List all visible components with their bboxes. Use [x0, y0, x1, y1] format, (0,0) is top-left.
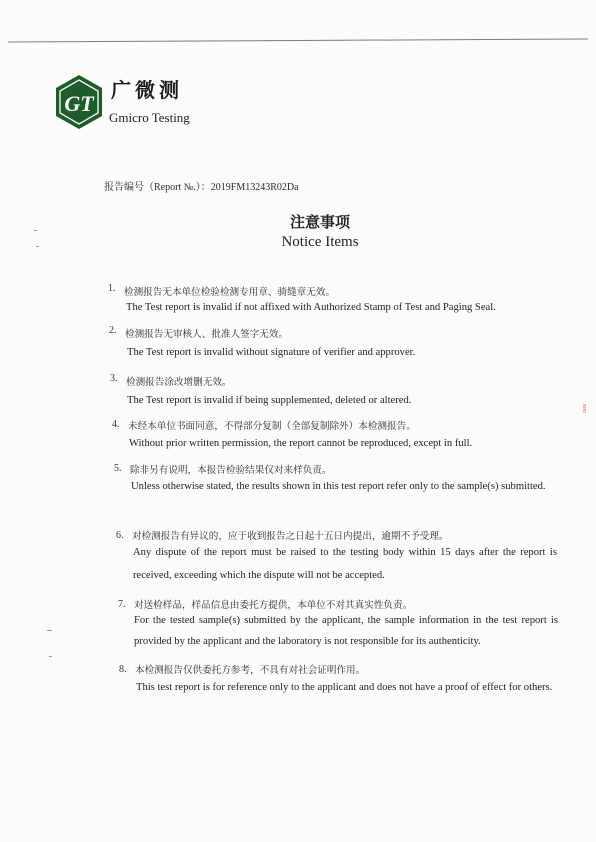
- item-text-en: Without prior written permission, the report cannot be reproduced, except in full.: [129, 438, 473, 449]
- company-name-en: Gmicro Testing: [109, 110, 190, 125]
- scan-speck: [36, 246, 39, 247]
- item-text-cn: 对检测报告有异议的，应于收到报告之日起十五日内提出，逾期不予受理。: [132, 531, 449, 542]
- item-text-cn: 本检测报告仅供委托方参考，不具有对社会证明作用。: [135, 665, 366, 676]
- company-logo: [54, 72, 244, 134]
- company-name-cn: 广微测: [111, 78, 183, 102]
- item-text-en: The Test report is invalid if not affixed with Authorized Stamp of Test and Paging Seal.: [126, 302, 496, 313]
- item-text-cn: 除非另有说明，本报告检验结果仅对来样负责。: [130, 465, 332, 476]
- item-number: 3.: [110, 373, 118, 384]
- page-title-en: Notice Items: [281, 234, 359, 250]
- seal-edge-mark: ≈≈: [580, 404, 589, 413]
- item-number: 4.: [112, 419, 120, 430]
- item-number: 5.: [114, 463, 122, 474]
- item-text-en: Any dispute of the report must be raised to the testing body within 15 days after the report is received, exceeding which the dispute will not be accepted.: [133, 547, 557, 581]
- item-text-cn: 未经本单位书面同意，不得部分复制（全部复制除外）本检测报告。: [128, 421, 416, 432]
- scan-top-line: [8, 38, 588, 42]
- item-number: 7.: [118, 599, 126, 610]
- item-number: 6.: [116, 530, 124, 541]
- item-number: 8.: [119, 664, 127, 675]
- report-number: 报告编号（Report №.）：2019FM13243R02Da: [104, 182, 299, 193]
- item-text-cn: 对送检样品，样品信息由委托方提供，本单位不对其真实性负责。: [134, 600, 413, 611]
- item-text-en: Unless otherwise stated, the results shown in this test report refer only to the sample(s) submitted.: [131, 481, 546, 492]
- scan-speck: [34, 230, 37, 231]
- scan-speck: [47, 630, 52, 631]
- item-text-en: This test report is for reference only to the applicant and does not have a proof of effect for others.: [136, 682, 553, 693]
- item-text-en: The Test report is invalid if being supplemented, deleted or altered.: [127, 395, 412, 406]
- gt-hexagon-mark: [54, 74, 104, 130]
- item-number: 1.: [108, 283, 116, 294]
- item-number: 2.: [109, 325, 117, 336]
- item-text-cn: 检测报告无本单位检验检测专用章、骑缝章无效。: [124, 287, 336, 298]
- page-title-cn: 注意事项: [289, 213, 350, 231]
- scan-speck: [49, 656, 52, 657]
- logo-mark-text: GT: [64, 91, 94, 116]
- item-text-en: The Test report is invalid without signature of verifier and approver.: [127, 347, 416, 358]
- item-text-cn: 检测报告无审核人、批准人签字无效。: [125, 329, 289, 340]
- item-text-en: For the tested sample(s) submitted by the applicant, the sample information in the test report is provided by the applicant and the laboratory is not responsible for its authenticity.: [134, 615, 558, 647]
- item-text-cn: 检测报告涂改增删无效。: [126, 377, 232, 388]
